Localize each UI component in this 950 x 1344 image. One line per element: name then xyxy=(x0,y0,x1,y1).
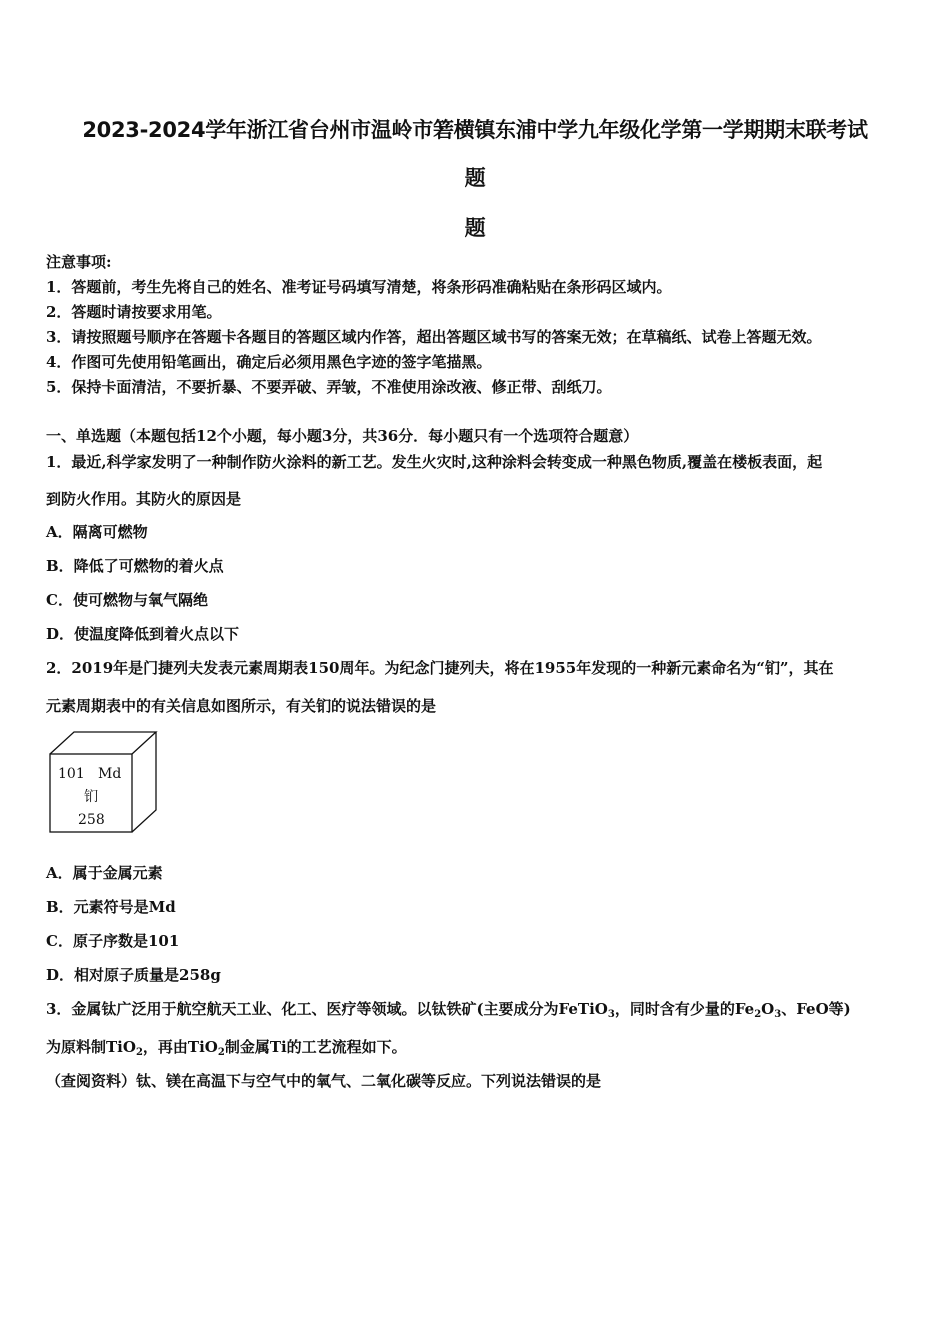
element-atomic-number: 101 xyxy=(58,766,85,782)
document-title-line-2: 题 xyxy=(464,166,486,190)
q1-option-b: B．降低了可燃物的着火点 xyxy=(46,557,224,575)
element-atomic-mass: 258 xyxy=(78,812,105,828)
section-heading: 一、单选题（本题包括12个小题，每小题3分，共36分．每小题只有一个选项符合题意） xyxy=(46,427,639,445)
q2-option-d: D．相对原子质量是258g xyxy=(46,966,221,984)
document-title-line-3: 题 xyxy=(464,216,486,240)
q2-option-c: C．原子序数是101 xyxy=(46,932,180,950)
q1-option-c: C．使可燃物与氧气隔绝 xyxy=(46,591,208,609)
document-title-line-1: 2023-2024学年浙江省台州市温岭市箬横镇东浦中学九年级化学第一学期期末联考试 xyxy=(82,118,868,142)
q1-option-d: D．使温度降低到着火点以下 xyxy=(46,625,240,643)
notice-item-3: 3．请按照题号顺序在答题卡各题目的答题区域内作答，超出答题区域书写的答案无效；在草稿纸、试卷上答题无效。 xyxy=(46,328,822,346)
notice-item-1: 1．答题前，考生先将自己的姓名、准考证号码填写清楚，将条形码准确粘贴在条形码区域内。 xyxy=(46,278,672,296)
element-symbol: Md xyxy=(98,766,122,782)
element-card-figure xyxy=(48,730,158,836)
element-card-top-face xyxy=(50,732,156,754)
notice-item-5: 5．保持卡面清洁，不要折暴、不要弄破、弄皱，不准使用涂改液、修正带、刮纸刀。 xyxy=(46,378,612,396)
notice-heading: 注意事项: xyxy=(46,253,112,271)
q2-stem-line-2: 元素周期表中的有关信息如图所示，有关钔的说法错误的是 xyxy=(46,697,437,715)
q1-stem-line-1: 1．最近,科学家发明了一种制作防火涂料的新工艺。发生火灾时,这种涂料会转变成一种黑色物质,覆盖在楼板表面，起 xyxy=(46,453,823,471)
notice-item-2: 2．答题时请按要求用笔。 xyxy=(46,303,222,321)
element-name: 钔 xyxy=(84,789,98,805)
element-card-side-face xyxy=(132,732,156,832)
q2-option-a: A．属于金属元素 xyxy=(46,864,163,882)
q1-stem-line-2: 到防火作用。其防火的原因是 xyxy=(46,490,242,508)
q3-stem-line-1: 3．金属钛广泛用于航空航天工业、化工、医疗等领域。以钛铁矿(主要成分为FeTiO$_3$，同时含有少量的$Fe_2O_3$、FeO等) xyxy=(46,1000,851,1020)
q2-stem-line-1: 2．2019年是门捷列夫发表元素周期表150周年。为纪念门捷列夫，将在1955年发现的一种新元素命名为“钔”，其在 xyxy=(46,659,834,677)
q3-stem-line-2: 为原料制TiO$_2$，再由TiO$_2$制金属Ti的工艺流程如下。 xyxy=(46,1038,407,1058)
q3-stem-line-3: （查阅资料）钛、镁在高温下与空气中的氧气、二氧化碳等反应。下列说法错误的是 xyxy=(46,1072,602,1090)
q2-option-b: B．元素符号是Md xyxy=(46,898,176,916)
notice-item-4: 4．作图可先使用铅笔画出，确定后必须用黑色字迹的签字笔描黑。 xyxy=(46,353,492,371)
q1-option-a: A．隔离可燃物 xyxy=(46,523,148,541)
